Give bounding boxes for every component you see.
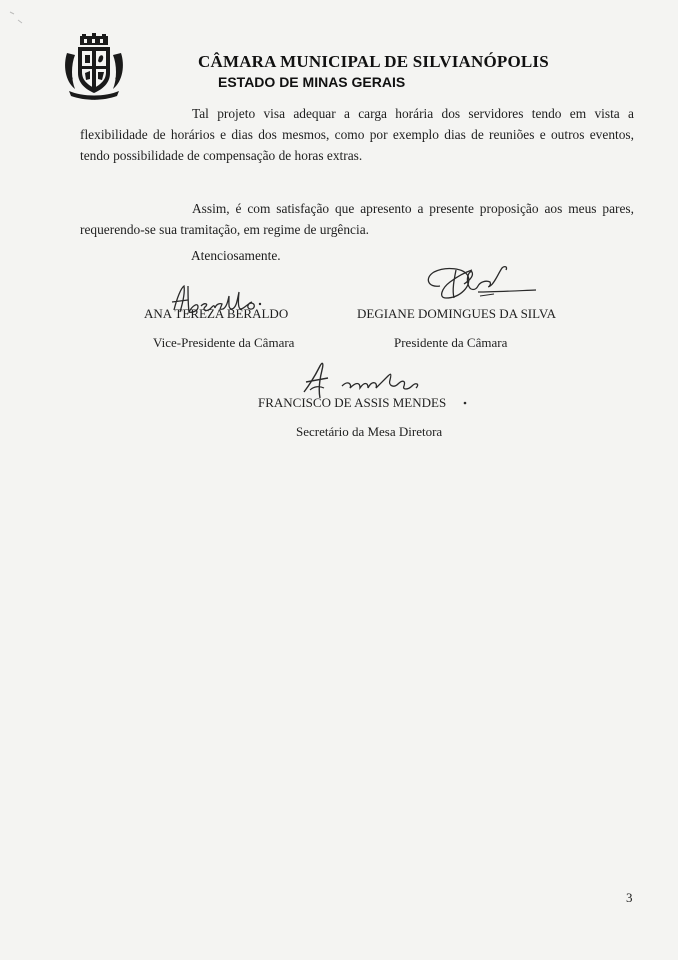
municipal-coat-of-arms-icon [63, 33, 125, 101]
signatory-name-2: DEGIANE DOMINGUES DA SILVA [357, 306, 556, 321]
ink-dot [462, 400, 468, 406]
signatory-name-1: ANA TEREZA BERALDO [144, 306, 289, 321]
paragraph-line: tendo possibilidade de compensação de horas extras. [80, 148, 363, 163]
page-number: 3 [626, 890, 633, 905]
scan-mark [8, 8, 32, 26]
closing-salutation: Atenciosamente. [191, 248, 281, 263]
signatory-name-3: FRANCISCO DE ASSIS MENDES [258, 395, 447, 410]
paragraph-request [80, 198, 634, 240]
svg-text:MG: MG [91, 97, 96, 101]
paragraph-line: flexibilidade de horários e dias dos mesmos, como por exemplo dias de reuniões e outros eventos, [80, 127, 634, 142]
paragraph-line: Tal projeto visa adequar a carga horária dos servidores tendo em vista a [192, 106, 634, 121]
council-name: CÂMARA MUNICIPAL DE SILVIANÓPOLIS [198, 52, 549, 71]
paragraph-line: requerendo-se sua tramitação, em regime de urgência. [80, 222, 370, 237]
paragraph-line: Assim, é com satisfação que apresento a presente proposição aos meus pares, [192, 201, 634, 216]
signatory-role-2: Presidente da Câmara [394, 335, 508, 350]
signatory-role-3: Secretário da Mesa Diretora [296, 424, 443, 439]
signatory-role-1: Vice-Presidente da Câmara [153, 335, 295, 350]
paragraph-justification [80, 103, 634, 166]
handwritten-signature-2 [420, 258, 540, 304]
state-name: ESTADO DE MINAS GERAIS [218, 74, 406, 90]
